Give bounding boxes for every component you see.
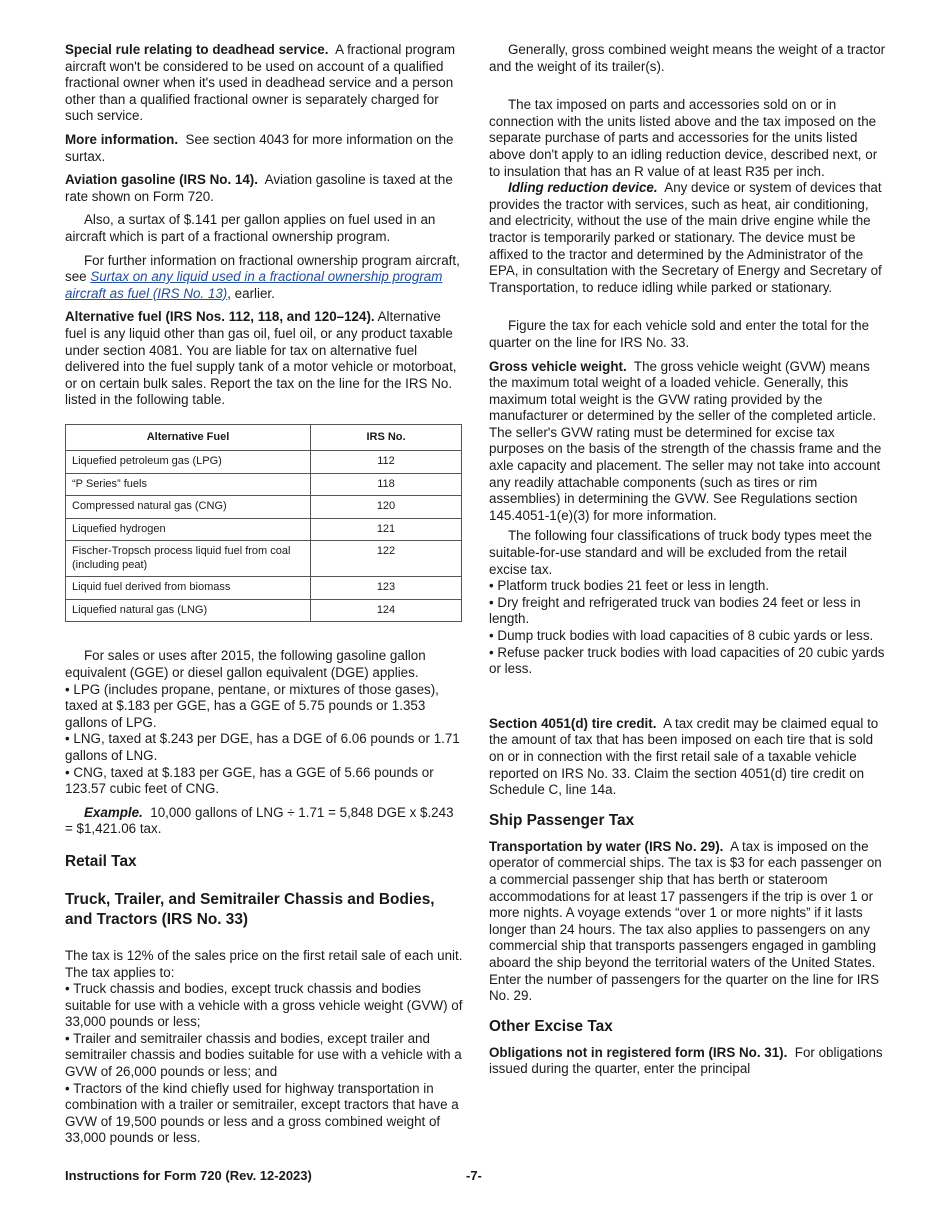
table-header-row [66, 424, 462, 451]
gge-bullet-lng: LNG, taxed at $.243 per DGE, has a DGE of 6.06 pounds or 1.71 gallons of LNG. [65, 731, 460, 763]
list-item: • LPG (includes propane, pentane, or mixtures of those gases), taxed at $.183 per GGE, has a GGE of 5.75 pounds or 1.353 gallons of LPG. [65, 681, 439, 730]
gvw-text: The gross vehicle weight (GVW) means the maximum total weight of a loaded vehicle. Generally, this maximum total weight is the GVW rating provided by the manufacturer or determined by the seller of the completed article. The seller's GVW rating must be determined for excise tax purposes on the basis of the strength of the chassis frame and the axle capacity and placement. The seller may not take into account any readily attachable components (such as tires or rim assemblies) in determining the GVW. See Regulations section 145.4051-1(e)(3) for more information. [489, 358, 882, 523]
other-excise-heading: Other Excise Tax [489, 1017, 613, 1035]
list-item: • LNG, taxed at $.243 per DGE, has a DGE of 6.06 pounds or 1.71 gallons of LNG. [65, 731, 460, 763]
deadhead-heading: Special rule relating to deadhead service. [65, 42, 329, 57]
water-paragraph [489, 839, 887, 1005]
ship-passenger-heading: Ship Passenger Tax [489, 811, 635, 829]
table-cell-fuel: Liquefied petroleum gas (LPG) [66, 451, 311, 474]
list-item: • Platform truck bodies 21 feet or less in length. [489, 578, 770, 594]
gge-intro: For sales or uses after 2015, the following gasoline gallon equivalent (GGE) or diesel gallon equivalent (DGE) applies. [65, 648, 426, 680]
further-info-pre: For further information on fractional ownership program aircraft, see [65, 252, 460, 285]
example-text: 10,000 gallons of LNG ÷ 1.71 = 5,848 DGE x $.243 = $1,421.06 tax. [65, 804, 454, 837]
table-cell-no: 124 [311, 599, 462, 622]
gcw-paragraph: Generally, gross combined weight means the weight of a tractor and the weight of its trailer(s). [489, 42, 886, 74]
list-item: • Refuse packer truck bodies with load capacities of 20 cubic yards or less. [489, 644, 885, 677]
list-item: • Dump truck bodies with load capacities of 8 cubic yards or less. [489, 628, 874, 643]
table-cell-no: 118 [311, 473, 462, 496]
aviation-paragraph [65, 172, 463, 205]
body-bullet-dump: Dump truck bodies with load capacities of 8 cubic yards or less. [497, 628, 874, 643]
obligations-paragraph [489, 1045, 887, 1078]
surtax-fractional-link[interactable]: Surtax on any liquid used in a fractional ownership program aircraft as fuel (IRS No. 13) [65, 269, 443, 301]
page-number: -7- [466, 1168, 482, 1183]
water-heading: Transportation by water (IRS No. 29). [489, 838, 724, 854]
table-row [66, 577, 462, 600]
table-row [66, 599, 462, 622]
body-bullet-platform: Platform truck bodies 21 feet or less in length. [497, 578, 770, 594]
table-row [66, 541, 462, 577]
table-cell-fuel: Liquefied natural gas (LNG) [66, 599, 311, 622]
table-cell-no: 122 [311, 541, 462, 577]
left-column [65, 42, 463, 1147]
aviation-text: Aviation gasoline is taxed at the rate shown on Form 720. [65, 172, 453, 204]
table-cell-no: 112 [311, 451, 462, 474]
table-cell-fuel: Compressed natural gas (CNG) [66, 496, 311, 519]
table-row [66, 518, 462, 541]
more-info-heading: More information. [65, 131, 179, 147]
list-item: • CNG, taxed at $.183 per GGE, has a GGE of 5.66 pounds or 123.57 cubic feet of CNG. [65, 764, 434, 797]
table-cell-fuel: “P Series” fuels [66, 473, 311, 496]
table-row [66, 473, 462, 496]
more-info-text: See section 4043 for more information on the surtax. [65, 131, 454, 164]
aviation-heading: Aviation gasoline (IRS No. 14). [65, 172, 258, 188]
further-info-post: , earlier. [227, 285, 275, 301]
parts-paragraph: The tax imposed on parts and accessories sold on or in connection with the units listed above and the tax imposed on the separate purchase of parts and accessories for the units listed above don't apply to an idling reduction device, described next, or to insulation that has an R value of at least R35 per inch. [489, 97, 878, 179]
list-item: • Trailer and semitrailer chassis and bodies, except trailer and semitrailer chassis and bodies suitable for use with a vehicle with a GVW of 26,000 pounds or less; and [65, 1030, 462, 1080]
further-info-paragraph [65, 253, 463, 303]
gvw-heading: Gross vehicle weight. [489, 358, 627, 374]
tire-credit-paragraph [489, 716, 887, 799]
right-column [489, 42, 887, 1083]
gge-bullet-cng: CNG, taxed at $.183 per GGE, has a GGE of 5.66 pounds or 123.57 cubic feet of CNG. [65, 764, 434, 797]
body-bullet-refuse: Refuse packer truck bodies with load capacities of 20 cubic yards or less. [489, 644, 885, 677]
obligations-heading: Obligations not in registered form (IRS No. 31). [489, 1044, 788, 1060]
idling-text: Any device or system of devices that provides the tractor with services, such as heat, air conditioning, and electricity, without the use of the main drive engine while the tractor is temporarily parked or stationary. The device must be affixed to the tractor and determined by the Administrator of the EPA, in consultation with the Secretary of Energy and Secretary of Transportation, to reduce idling while parked or stationary. [489, 180, 882, 295]
truck-heading: Truck, Trailer, and Semitrailer Chassis and Bodies, and Tractors (IRS No. 33) [65, 890, 435, 928]
truck-bullet-trailer: Trailer and semitrailer chassis and bodies, except trailer and semitrailer chassis and bodies suitable for use with a vehicle with a GVW of 26,000 pounds or less; and [65, 1030, 462, 1080]
table-header-irs-no: IRS No. [311, 424, 462, 451]
surtax-paragraph: Also, a surtax of $.141 per gallon applies on fuel used in an aircraft which is part of a fractional ownership program. [65, 212, 436, 244]
table-row [66, 496, 462, 519]
truck-bullet-list [65, 981, 463, 1147]
alt-fuel-heading: Alternative fuel (IRS Nos. 112, 118, and 120–124). [65, 309, 375, 325]
obligations-text: For obligations issued during the quarter, enter the principal [489, 1044, 883, 1077]
body-bullet-list [489, 578, 887, 678]
deadhead-text: A fractional program aircraft won't be considered to be used on account of a qualified fractional owner when it's used in deadhead service and a person other than a qualified fractional owner is separately charged for such service. [65, 42, 455, 124]
alt-fuel-text: Alternative fuel is any liquid other than gas oil, fuel oil, or any product taxable under section 4081. You are liable for tax on alternative fuel delivered into the fuel supply tank of a motor vehicle or motorboat, or on certain bulk sales. Report the tax on the line for the IRS No. listed in the following table. [65, 309, 457, 408]
tire-credit-text: A tax credit may be claimed equal to the amount of tax that has been imposed on each tire that is sold on or in connection with the first retail sale of a taxable vehicle reported on IRS No. 33. Claim the section 4051(d) tire credit on Schedule C, line 14a. [489, 715, 879, 798]
gge-bullet-list [65, 682, 463, 798]
list-item: • Truck chassis and bodies, except truck chassis and bodies suitable for use with a vehicle with a gross vehicle weight (GVW) of 33,000 pounds or less; [65, 981, 463, 1030]
body-bullet-dry-freight: Dry freight and refrigerated truck van bodies 24 feet or less in length. [489, 594, 861, 627]
retail-tax-heading: Retail Tax [65, 852, 137, 870]
more-info-paragraph [65, 132, 463, 165]
example-label: Example. [84, 804, 143, 820]
table-header-fuel: Alternative Fuel [66, 424, 311, 451]
truck-intro: The tax is 12% of the sales price on the first retail sale of each unit. The tax applies to: [65, 947, 463, 980]
alt-fuel-paragraph [65, 309, 463, 409]
list-item: • Dry freight and refrigerated truck van bodies 24 feet or less in length. [489, 594, 861, 627]
table-row [66, 451, 462, 474]
idling-paragraph [489, 180, 887, 296]
figure-tax-paragraph: Figure the tax for each vehicle sold and enter the total for the quarter on the line for IRS No. 33. [489, 318, 870, 350]
table-cell-fuel: Liquid fuel derived from biomass [66, 577, 311, 600]
body-intro: The following four classifications of truck body types meet the suitable-for-use standard and will be excluded from the retail excise tax. [489, 528, 872, 577]
example-paragraph [65, 805, 463, 838]
list-item: • Tractors of the kind chiefly used for highway transportation in combination with a trailer or semitrailer, except tractors that have a GVW of 19,500 pounds or less and a gross combined weight of 33,000 pounds or less. [65, 1080, 459, 1146]
gvw-paragraph [489, 359, 887, 525]
table-cell-fuel: Liquefied hydrogen [66, 518, 311, 541]
table-cell-no: 121 [311, 518, 462, 541]
gge-bullet-lpg: LPG (includes propane, pentane, or mixtures of those gases), taxed at $.183 per GGE, has a GGE of 5.75 pounds or 1.353 gallons of LPG. [65, 681, 439, 730]
table-cell-fuel: Fischer-Tropsch process liquid fuel from coal (including peat) [66, 541, 311, 577]
truck-bullet-tractors: Tractors of the kind chiefly used for highway transportation in combination with a trailer or semitrailer, except tractors that have a GVW of 19,500 pounds or less and a gross combined weight of 33,000 pounds or less. [65, 1080, 459, 1146]
truck-bullet-chassis: Truck chassis and bodies, except truck chassis and bodies suitable for use with a vehicle with a gross vehicle weight (GVW) of 33,000 pounds or less; [65, 981, 463, 1030]
water-tail: No. 29. [489, 988, 533, 1004]
table-cell-no: 123 [311, 577, 462, 600]
table-cell-no: 120 [311, 496, 462, 519]
idling-heading: Idling reduction device. [508, 180, 658, 196]
water-text: A tax is imposed on the operator of commercial ships. The tax is $3 for each passenger on a commercial passenger ship that has berth or stateroom accommodations for at least 17 passengers if the trip is over 1 or more nights. A voyage extends “over 1 or more nights” if it lasts longer than 24 hours. The tax also applies to passengers on any commercial ship that transports passengers engaged in gambling aboard the ship beyond the territorial waters of the United States. Enter the number of passengers for the quarter on the line for IRS [489, 838, 882, 987]
alternative-fuel-table [65, 424, 462, 623]
footer-form-title: Instructions for Form 720 (Rev. 12-2023) [65, 1168, 312, 1183]
tire-credit-heading: Section 4051(d) tire credit. [489, 715, 657, 731]
deadhead-paragraph [65, 42, 463, 125]
